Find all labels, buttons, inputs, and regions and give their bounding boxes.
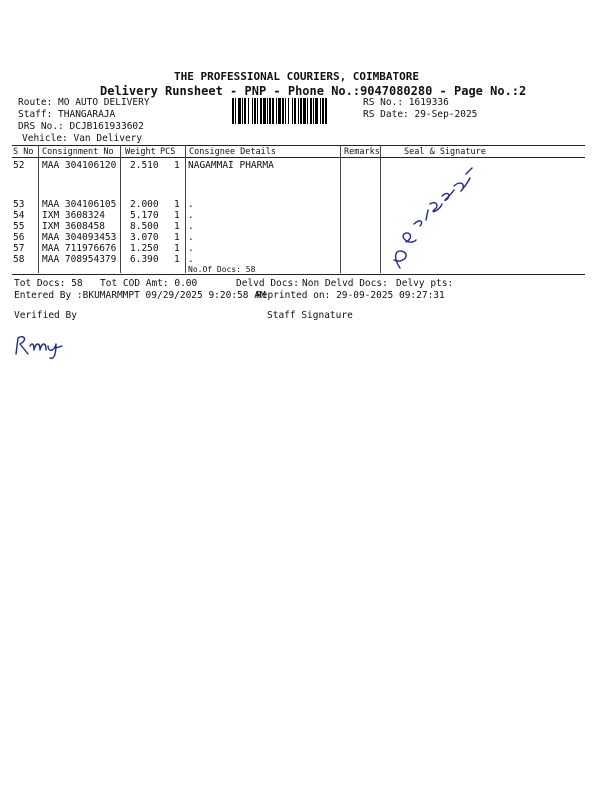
row-sno: 53 — [13, 199, 25, 210]
barcode-bar — [238, 98, 241, 124]
table-bottom-rule — [12, 274, 585, 275]
signature-text: R.Sivakumar — [380, 160, 387, 161]
barcode-bar — [322, 98, 324, 124]
row-consignee: . — [188, 210, 194, 221]
company-title: THE PROFESSIONAL COURIERS, COIMBATORE — [174, 70, 420, 83]
row-consignment: IXM 3608458 — [42, 221, 105, 232]
table-header-rule — [12, 157, 585, 158]
row-weight: 2.000 — [130, 199, 159, 210]
row-consignment: MAA 708954379 — [42, 254, 117, 265]
non-delvd-docs: Non Delvd Docs: — [302, 278, 388, 289]
no-of-docs: No.Of Docs: 58 — [188, 265, 256, 274]
staff-signature-label: Staff Signature — [267, 310, 353, 321]
barcode-bar — [307, 98, 308, 124]
barcode-bar — [294, 98, 296, 124]
row-consignment: MAA 304093453 — [42, 232, 117, 243]
barcode — [232, 98, 358, 124]
barcode-bar — [313, 98, 314, 124]
barcode-bar — [315, 98, 318, 124]
row-consignee: . — [188, 243, 194, 254]
barcode-bar — [260, 98, 262, 124]
staff-label: Staff: THANGARAJA — [18, 109, 116, 120]
barcode-bar — [292, 98, 293, 124]
col-sno: S No — [13, 147, 34, 157]
verifier-initials-icon — [10, 332, 70, 362]
delvy-pts: Delvy pts: — [396, 278, 454, 289]
runsheet-title: Delivery Runsheet - PNP - Phone No.:9047080280 - Page No.:2 — [100, 84, 527, 98]
barcode-bar — [272, 98, 274, 124]
barcode-bar — [285, 98, 286, 124]
row-consignee: NAGAMMAI PHARMA — [188, 160, 274, 171]
row-consignment: MAA 304106105 — [42, 199, 117, 210]
verified-by-label: Verified By — [14, 310, 77, 321]
row-pcs: 1 — [174, 232, 180, 243]
entered-by: Entered By :BKUMARMMPT 09/29/2025 9:20:58 AM — [14, 290, 266, 301]
row-pcs: 1 — [174, 160, 180, 171]
barcode-bar — [248, 98, 249, 124]
barcode-bar — [310, 98, 312, 124]
rs-date: RS Date: 29-Sep-2025 — [363, 109, 478, 120]
col-consignee: Consignee Details — [189, 147, 276, 157]
drs-number: DCJB161933602 — [69, 121, 144, 132]
row-weight: 2.510 — [130, 160, 159, 171]
col-consignment: Consignment No — [42, 147, 114, 157]
row-weight: 5.170 — [130, 210, 159, 221]
barcode-bar — [232, 98, 234, 124]
barcode-bar — [242, 98, 243, 124]
row-pcs: 1 — [174, 254, 180, 265]
col-divider — [340, 145, 341, 273]
handwritten-signature-icon — [380, 160, 480, 275]
tot-cod-amt: Tot COD Amt: 0.00 — [100, 278, 198, 289]
barcode-bar — [282, 98, 284, 124]
col-remarks: Remarks — [344, 147, 380, 157]
barcode-bar — [278, 98, 281, 124]
table-top-rule — [12, 145, 585, 146]
row-consignee: . — [188, 254, 194, 265]
barcode-bar — [298, 98, 299, 124]
row-consignment: MAA 304106120 — [42, 160, 117, 171]
barcode-bar — [303, 98, 306, 124]
barcode-bar — [325, 98, 327, 124]
reprinted-on: Reprinted on: 29-09-2025 09:27:31 — [256, 290, 445, 301]
row-pcs: 1 — [174, 243, 180, 254]
barcode-bar — [320, 98, 321, 124]
col-divider — [185, 145, 186, 273]
col-pcs: PCS — [160, 147, 176, 157]
drs-row — [18, 121, 144, 132]
initials-text: Rmy — [10, 332, 12, 333]
col-weight: Weight — [125, 147, 156, 157]
vehicle-label: Vehicle: Van Delivery — [22, 133, 143, 144]
barcode-bar — [252, 98, 253, 124]
delvd-docs: Delvd Docs: — [236, 278, 299, 289]
barcode-bar — [276, 98, 277, 124]
route-label: Route: MO AUTO DELIVERY — [18, 97, 150, 108]
barcode-bar — [254, 98, 256, 124]
barcode-bar — [300, 98, 302, 124]
drs-label: DRS No.: — [18, 121, 64, 132]
row-sno: 56 — [13, 232, 25, 243]
barcode-bar — [235, 98, 236, 124]
barcode-bar — [288, 98, 289, 124]
row-weight: 3.070 — [130, 232, 159, 243]
row-consignment: MAA 711976676 — [42, 243, 117, 254]
row-sno: 52 — [13, 160, 25, 171]
row-pcs: 1 — [174, 199, 180, 210]
row-sno: 54 — [13, 210, 25, 221]
row-weight: 8.500 — [130, 221, 159, 232]
row-sno: 58 — [13, 254, 25, 265]
barcode-bar — [244, 98, 246, 124]
rs-number: RS No.: 1619336 — [363, 97, 449, 108]
row-sno: 57 — [13, 243, 25, 254]
row-pcs: 1 — [174, 221, 180, 232]
row-pcs: 1 — [174, 210, 180, 221]
col-divider — [120, 145, 121, 273]
col-divider — [38, 145, 39, 273]
barcode-bar — [269, 98, 271, 124]
row-consignment: IXM 3608324 — [42, 210, 105, 221]
barcode-bar — [257, 98, 258, 124]
barcode-bar — [263, 98, 266, 124]
row-weight: 1.250 — [130, 243, 159, 254]
tot-docs: Tot Docs: 58 — [14, 278, 83, 289]
col-seal-signature: Seal & Signature — [404, 147, 486, 157]
row-sno: 55 — [13, 221, 25, 232]
row-weight: 6.390 — [130, 254, 159, 265]
row-consignee: . — [188, 232, 194, 243]
row-consignee: . — [188, 199, 194, 210]
row-consignee: . — [188, 221, 194, 232]
barcode-bar — [267, 98, 268, 124]
